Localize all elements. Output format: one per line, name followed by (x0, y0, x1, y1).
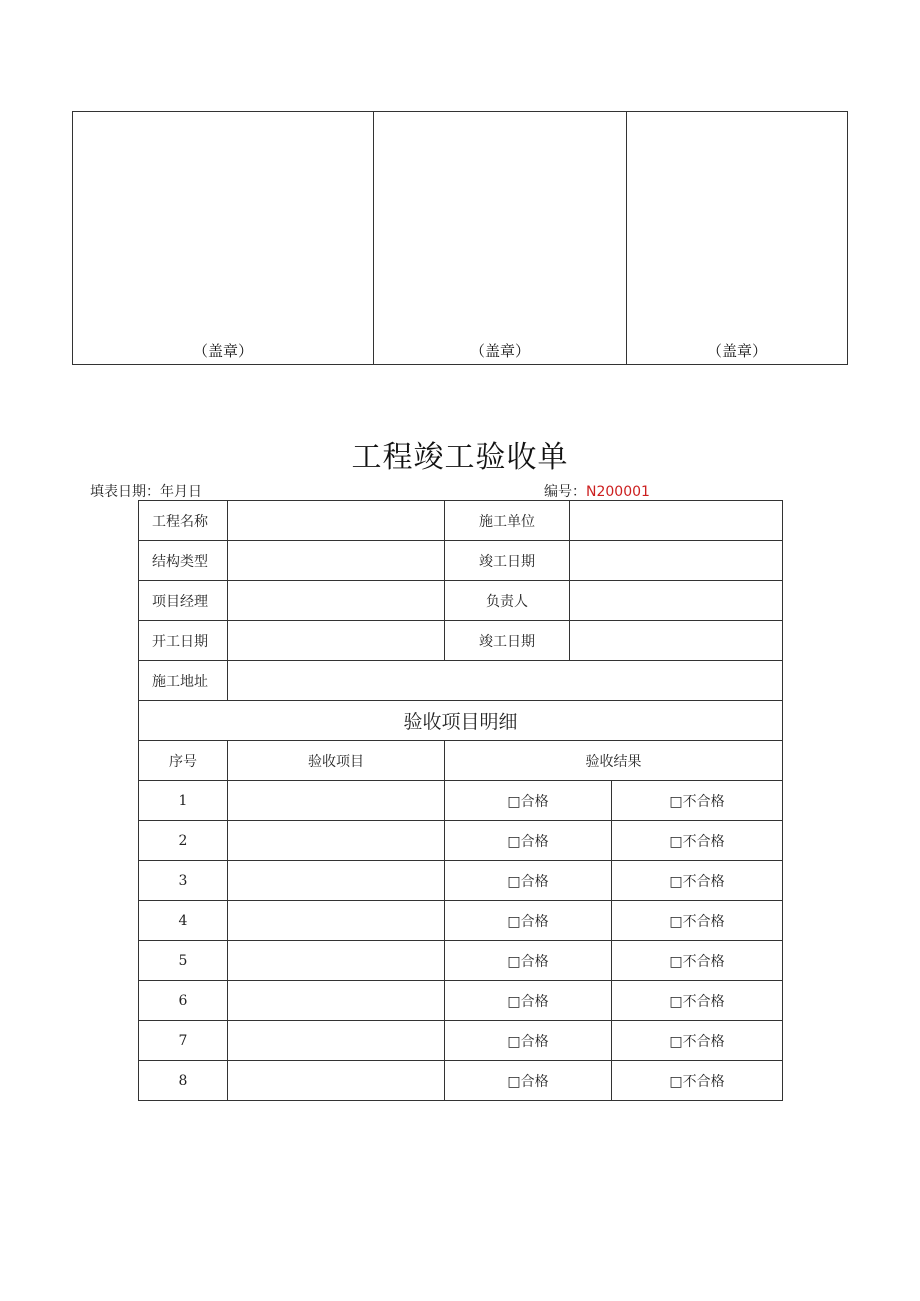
row-index: 5 (139, 941, 228, 981)
completion-date-value[interactable] (570, 541, 783, 581)
seal-label: （盖章） (469, 342, 530, 360)
inspection-item-value[interactable] (228, 901, 445, 941)
fail-checkbox[interactable]: □不合格 (612, 781, 783, 821)
fill-date-label: 填表日期：年月日 (90, 484, 202, 500)
pass-checkbox[interactable]: □合格 (445, 941, 612, 981)
table-row (139, 1021, 783, 1061)
info-row (139, 661, 783, 701)
info-row (139, 581, 783, 621)
serial-number-field (544, 481, 650, 501)
pass-checkbox[interactable]: □合格 (445, 1061, 612, 1101)
person-in-charge-label: 负责人 (445, 581, 570, 621)
row-index: 7 (139, 1021, 228, 1061)
fail-checkbox[interactable]: □不合格 (612, 941, 783, 981)
info-row (139, 541, 783, 581)
project-name-value[interactable] (228, 501, 445, 541)
detail-header-row (139, 741, 783, 781)
structure-type-label: 结构类型 (139, 541, 228, 581)
inspection-item-value[interactable] (228, 781, 445, 821)
info-row (139, 501, 783, 541)
document-title: 工程竣工验收单 (351, 440, 569, 475)
site-address-label: 施工地址 (139, 661, 228, 701)
pass-checkbox[interactable]: □合格 (445, 781, 612, 821)
table-row (139, 901, 783, 941)
pass-checkbox[interactable]: □合格 (445, 821, 612, 861)
index-header: 序号 (139, 741, 228, 781)
table-row (139, 981, 783, 1021)
seal-cell-3 (627, 112, 848, 365)
fail-checkbox[interactable]: □不合格 (612, 861, 783, 901)
row-index: 8 (139, 1061, 228, 1101)
completion-date-label: 竣工日期 (445, 541, 570, 581)
acceptance-form-table (138, 500, 783, 1101)
start-date-value[interactable] (228, 621, 445, 661)
pass-checkbox[interactable]: □合格 (445, 1021, 612, 1061)
start-date-label: 开工日期 (139, 621, 228, 661)
row-index: 6 (139, 981, 228, 1021)
item-header: 验收项目 (228, 741, 445, 781)
seal-table (72, 111, 848, 365)
row-index: 1 (139, 781, 228, 821)
pass-checkbox[interactable]: □合格 (445, 901, 612, 941)
inspection-item-value[interactable] (228, 1061, 445, 1101)
inspection-item-value[interactable] (228, 861, 445, 901)
completion-date-value[interactable] (570, 621, 783, 661)
project-manager-label: 项目经理 (139, 581, 228, 621)
construction-unit-value[interactable] (570, 501, 783, 541)
row-index: 3 (139, 861, 228, 901)
table-row (139, 821, 783, 861)
table-row (139, 941, 783, 981)
seal-label: （盖章） (192, 342, 253, 360)
construction-unit-label: 施工单位 (445, 501, 570, 541)
inspection-item-value[interactable] (228, 1021, 445, 1061)
section-row (139, 701, 783, 741)
pass-checkbox[interactable]: □合格 (445, 861, 612, 901)
table-row (139, 781, 783, 821)
pass-checkbox[interactable]: □合格 (445, 981, 612, 1021)
person-in-charge-value[interactable] (570, 581, 783, 621)
fail-checkbox[interactable]: □不合格 (612, 821, 783, 861)
completion-date-label: 竣工日期 (445, 621, 570, 661)
inspection-item-value[interactable] (228, 981, 445, 1021)
section-title: 验收项目明细 (139, 701, 783, 741)
table-row (139, 1061, 783, 1101)
row-index: 2 (139, 821, 228, 861)
row-index: 4 (139, 901, 228, 941)
fail-checkbox[interactable]: □不合格 (612, 981, 783, 1021)
serial-number: N200001 (586, 484, 650, 500)
project-name-label: 工程名称 (139, 501, 228, 541)
inspection-item-value[interactable] (228, 821, 445, 861)
fail-checkbox[interactable]: □不合格 (612, 1061, 783, 1101)
site-address-value[interactable] (228, 661, 783, 701)
project-manager-value[interactable] (228, 581, 445, 621)
fail-checkbox[interactable]: □不合格 (612, 901, 783, 941)
seal-cell-2 (374, 112, 627, 365)
serial-label: 编号： (544, 484, 586, 500)
table-row (139, 861, 783, 901)
seal-cell-1 (73, 112, 374, 365)
detail-rows (139, 781, 783, 1101)
inspection-item-value[interactable] (228, 941, 445, 981)
structure-type-value[interactable] (228, 541, 445, 581)
fail-checkbox[interactable]: □不合格 (612, 1021, 783, 1061)
result-header: 验收结果 (445, 741, 783, 781)
info-row (139, 621, 783, 661)
seal-label: （盖章） (706, 342, 767, 360)
